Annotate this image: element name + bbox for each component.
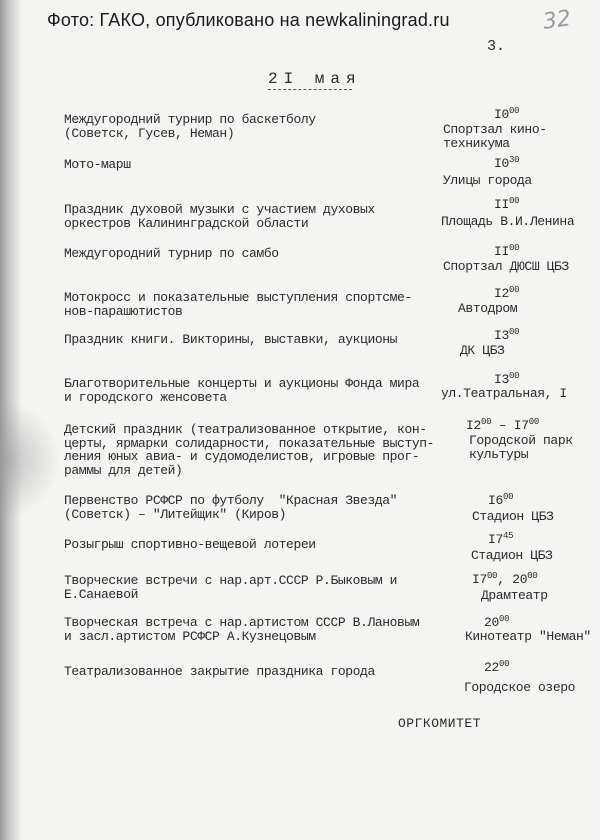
event-time-hour: I3 xyxy=(494,372,510,387)
event-time-hour: I6 xyxy=(488,493,504,508)
event-time-minutes: 45 xyxy=(503,531,514,541)
event-time-hour: I7 xyxy=(488,532,504,547)
event-time-hour: I0 xyxy=(494,107,510,122)
event-time-second-minutes: 00 xyxy=(528,417,539,427)
event-place: ДК ЦБЗ xyxy=(460,343,505,358)
event-title: Междугородний турнир по самбо xyxy=(64,246,279,261)
event-time-minutes: 00 xyxy=(509,285,520,295)
event-title: Творческая встреча с нар.артистом СССР В.Лановым и засл.артистом РСФСР А.Кузнецовым xyxy=(64,615,420,644)
event-time-hour: 22 xyxy=(484,660,500,675)
event-place: Городской парк культуры xyxy=(469,433,573,462)
event-time xyxy=(494,287,519,301)
event-time-minutes: 00 xyxy=(499,659,510,669)
event-title: Мотокросс и показательные выступления спортсме- нов-парашютистов xyxy=(64,290,412,319)
archive-sheet-number: 32 xyxy=(541,6,573,35)
event-place: Площадь В.И.Ленина xyxy=(441,214,575,229)
event-time xyxy=(494,157,519,171)
event-title: Благотворительные концерты и аукционы Фонда мира и городского женсовета xyxy=(64,376,420,405)
event-time-minutes: 00 xyxy=(509,327,520,337)
event-place: Городское озеро xyxy=(464,680,576,695)
event-place: Стадион ЦБЗ xyxy=(471,548,553,563)
event-time xyxy=(494,108,519,122)
event-place: Спортзал кино- техникума xyxy=(443,122,547,151)
event-time-hour: II xyxy=(494,244,510,259)
date-heading: 2I мая xyxy=(268,70,362,88)
event-time xyxy=(466,419,539,433)
event-time xyxy=(494,198,519,212)
event-place: Автодром xyxy=(458,301,518,316)
event-title: Первенство РСФСР по футболу "Красная Звезда" (Советск) – "Литейщик" (Киров) xyxy=(64,493,398,522)
event-time xyxy=(488,494,513,508)
event-time-minutes: 00 xyxy=(509,243,520,253)
event-title: Розыгрыш спортивно-вещевой лотереи xyxy=(64,537,316,552)
scan-shadow-spot xyxy=(0,400,60,520)
event-title: Театрализованное закрытие праздника города xyxy=(64,664,375,679)
event-time-hour: I2 xyxy=(494,286,510,301)
signoff-organizing-committee: ОРГКОМИТЕТ xyxy=(398,716,482,731)
event-title: Творческие встречи с нар.арт.СССР Р.Быковым и Е.Санаевой xyxy=(64,573,398,602)
event-time-hour: 20 xyxy=(484,615,500,630)
event-time xyxy=(472,573,537,587)
page-number: 3. xyxy=(487,38,506,55)
event-time-minutes: 00 xyxy=(503,492,514,502)
event-time-minutes: 00 xyxy=(481,417,492,427)
event-title: Междугородний турнир по баскетболу (Советск, Гусев, Неман) xyxy=(64,112,316,141)
event-title: Праздник книги. Викторины, выставки, аукционы xyxy=(64,332,398,347)
date-underline xyxy=(268,89,352,90)
event-place: Спортзал ДЮСШ ЦБЗ xyxy=(443,259,569,274)
event-title: Детский праздник (театрализованное открытие, кон- церты, ярмарки солидарности, показательные выступ- ления юных авиа- и судомоделистов, игровые прог- раммы для детей) xyxy=(64,422,435,478)
event-time-second-minutes: 00 xyxy=(527,571,538,581)
event-time-minutes: 00 xyxy=(499,614,510,624)
event-place: Улицы города xyxy=(443,173,532,188)
event-time xyxy=(484,661,509,675)
event-place: Стадион ЦБЗ xyxy=(472,509,554,524)
event-time-hour: I7 xyxy=(472,572,488,587)
event-time-hour: I0 xyxy=(494,156,510,171)
event-time-minutes: 00 xyxy=(509,106,520,116)
event-time-second-hour: , 20 xyxy=(497,572,528,587)
photo-credit-watermark: Фото: ГАКО, опубликовано на newkaliningrad.ru xyxy=(47,10,450,30)
event-time xyxy=(488,533,513,547)
event-place: Драмтеатр xyxy=(481,588,548,603)
event-title: Мото-марш xyxy=(64,157,131,172)
event-time xyxy=(494,245,519,259)
event-time-minutes: 30 xyxy=(509,155,520,165)
event-time-minutes: 00 xyxy=(487,571,498,581)
event-time xyxy=(494,329,519,343)
event-time-minutes: 00 xyxy=(509,196,520,206)
event-time xyxy=(494,373,519,387)
event-time-hour: II xyxy=(494,197,510,212)
event-time-hour: I3 xyxy=(494,328,510,343)
event-title: Праздник духовой музыки с участием духовых оркестров Калининградской области xyxy=(64,202,375,231)
event-time-second-hour: – I7 xyxy=(491,418,529,433)
event-time xyxy=(484,616,509,630)
event-time-minutes: 00 xyxy=(509,371,520,381)
event-place: ул.Театральная, I xyxy=(441,386,567,401)
event-time-hour: I2 xyxy=(466,418,482,433)
event-place: Кинотеатр "Неман" xyxy=(465,629,591,644)
